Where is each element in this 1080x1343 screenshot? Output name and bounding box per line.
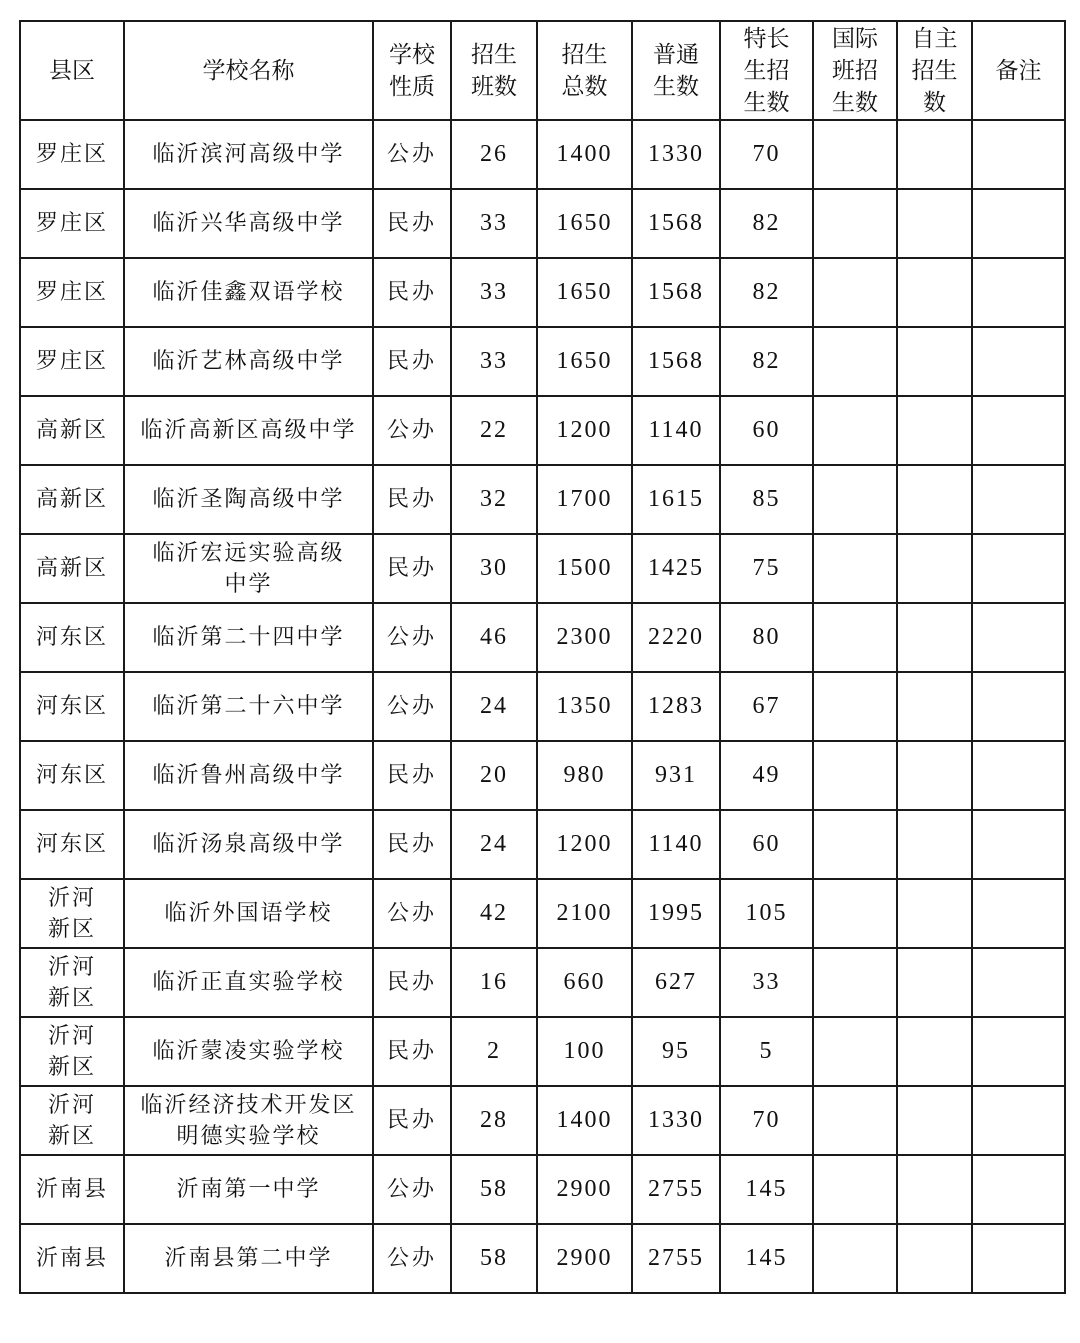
specialty-students-cell: 145 bbox=[720, 1155, 813, 1224]
table-row bbox=[20, 1155, 1065, 1224]
county-cell: 罗庄区 bbox=[20, 120, 124, 189]
county-cell: 高新区 bbox=[20, 534, 124, 603]
specialty-students-cell: 5 bbox=[720, 1017, 813, 1086]
class-count-cell: 2 bbox=[451, 1017, 537, 1086]
independent-enrollment-cell bbox=[897, 327, 972, 396]
international-students-cell bbox=[813, 603, 897, 672]
table-row bbox=[20, 948, 1065, 1017]
school-type-cell: 民办 bbox=[373, 534, 451, 603]
table-row bbox=[20, 465, 1065, 534]
header-county-label: 县区 bbox=[49, 57, 95, 84]
specialty-students-cell: 70 bbox=[720, 120, 813, 189]
table-row bbox=[20, 672, 1065, 741]
class-count-cell: 32 bbox=[451, 465, 537, 534]
independent-enrollment-cell bbox=[897, 810, 972, 879]
independent-enrollment-cell bbox=[897, 1086, 972, 1155]
header-class-count bbox=[451, 21, 537, 120]
independent-enrollment-cell bbox=[897, 879, 972, 948]
total-enrollment-cell: 1200 bbox=[537, 396, 632, 465]
school-type-cell: 民办 bbox=[373, 465, 451, 534]
table-row bbox=[20, 879, 1065, 948]
total-enrollment-cell: 1400 bbox=[537, 120, 632, 189]
remarks-cell bbox=[972, 603, 1065, 672]
county-cell: 河东区 bbox=[20, 603, 124, 672]
remarks-cell bbox=[972, 672, 1065, 741]
specialty-students-cell: 145 bbox=[720, 1224, 813, 1293]
school-type-cell: 公办 bbox=[373, 1224, 451, 1293]
class-count-cell: 33 bbox=[451, 258, 537, 327]
enrollment-table bbox=[19, 20, 1066, 1294]
county-cell: 沂南县 bbox=[20, 1155, 124, 1224]
specialty-students-cell: 82 bbox=[720, 189, 813, 258]
class-count-cell: 58 bbox=[451, 1155, 537, 1224]
school-type-cell: 民办 bbox=[373, 327, 451, 396]
county-cell: 沂河 新区 bbox=[20, 1086, 124, 1155]
specialty-students-cell: 60 bbox=[720, 810, 813, 879]
table-row bbox=[20, 120, 1065, 189]
table-row bbox=[20, 1017, 1065, 1086]
school-type-cell: 民办 bbox=[373, 189, 451, 258]
total-enrollment-cell: 100 bbox=[537, 1017, 632, 1086]
county-cell: 高新区 bbox=[20, 465, 124, 534]
county-cell: 河东区 bbox=[20, 810, 124, 879]
specialty-students-cell: 33 bbox=[720, 948, 813, 1017]
county-cell: 高新区 bbox=[20, 396, 124, 465]
school-type-cell: 民办 bbox=[373, 741, 451, 810]
remarks-cell bbox=[972, 1224, 1065, 1293]
class-count-cell: 30 bbox=[451, 534, 537, 603]
county-cell: 沂南县 bbox=[20, 1224, 124, 1293]
regular-students-cell: 1140 bbox=[632, 396, 720, 465]
total-enrollment-cell: 2100 bbox=[537, 879, 632, 948]
specialty-students-cell: 70 bbox=[720, 1086, 813, 1155]
school-type-cell: 民办 bbox=[373, 258, 451, 327]
regular-students-cell: 2755 bbox=[632, 1224, 720, 1293]
total-enrollment-cell: 1200 bbox=[537, 810, 632, 879]
specialty-students-cell: 75 bbox=[720, 534, 813, 603]
class-count-cell: 20 bbox=[451, 741, 537, 810]
remarks-cell bbox=[972, 741, 1065, 810]
regular-students-cell: 1330 bbox=[632, 120, 720, 189]
regular-students-cell: 1425 bbox=[632, 534, 720, 603]
international-students-cell bbox=[813, 534, 897, 603]
class-count-cell: 26 bbox=[451, 120, 537, 189]
total-enrollment-cell: 1500 bbox=[537, 534, 632, 603]
table-row bbox=[20, 1224, 1065, 1293]
independent-enrollment-cell bbox=[897, 396, 972, 465]
regular-students-cell: 1283 bbox=[632, 672, 720, 741]
school-name-cell: 临沂第二十四中学 bbox=[124, 603, 373, 672]
header-remarks bbox=[972, 21, 1065, 120]
regular-students-cell: 1568 bbox=[632, 189, 720, 258]
table-body bbox=[20, 120, 1065, 1293]
independent-enrollment-cell bbox=[897, 672, 972, 741]
independent-enrollment-cell bbox=[897, 1224, 972, 1293]
remarks-cell bbox=[972, 258, 1065, 327]
school-name-cell: 临沂宏远实验高级 中学 bbox=[124, 534, 373, 603]
header-independent-enrollment-label: 自主 招生 数 bbox=[911, 25, 958, 116]
total-enrollment-cell: 1700 bbox=[537, 465, 632, 534]
header-total-enrollment bbox=[537, 21, 632, 120]
school-type-cell: 公办 bbox=[373, 603, 451, 672]
header-specialty-students bbox=[720, 21, 813, 120]
total-enrollment-cell: 2900 bbox=[537, 1155, 632, 1224]
international-students-cell bbox=[813, 189, 897, 258]
international-students-cell bbox=[813, 948, 897, 1017]
header-school-type bbox=[373, 21, 451, 120]
table-row bbox=[20, 1086, 1065, 1155]
remarks-cell bbox=[972, 327, 1065, 396]
remarks-cell bbox=[972, 810, 1065, 879]
school-name-cell: 临沂经济技术开发区 明德实验学校 bbox=[124, 1086, 373, 1155]
regular-students-cell: 931 bbox=[632, 741, 720, 810]
remarks-cell bbox=[972, 189, 1065, 258]
county-cell: 罗庄区 bbox=[20, 327, 124, 396]
regular-students-cell: 1995 bbox=[632, 879, 720, 948]
class-count-cell: 24 bbox=[451, 672, 537, 741]
school-name-cell: 临沂蒙凌实验学校 bbox=[124, 1017, 373, 1086]
county-cell: 沂河 新区 bbox=[20, 879, 124, 948]
international-students-cell bbox=[813, 465, 897, 534]
school-name-cell: 临沂高新区高级中学 bbox=[124, 396, 373, 465]
independent-enrollment-cell bbox=[897, 534, 972, 603]
header-international-students bbox=[813, 21, 897, 120]
specialty-students-cell: 67 bbox=[720, 672, 813, 741]
regular-students-cell: 2755 bbox=[632, 1155, 720, 1224]
school-type-cell: 民办 bbox=[373, 810, 451, 879]
regular-students-cell: 1615 bbox=[632, 465, 720, 534]
regular-students-cell: 1568 bbox=[632, 327, 720, 396]
total-enrollment-cell: 2300 bbox=[537, 603, 632, 672]
remarks-cell bbox=[972, 1086, 1065, 1155]
header-independent-enrollment bbox=[897, 21, 972, 120]
independent-enrollment-cell bbox=[897, 603, 972, 672]
specialty-students-cell: 82 bbox=[720, 327, 813, 396]
school-name-cell: 临沂兴华高级中学 bbox=[124, 189, 373, 258]
international-students-cell bbox=[813, 741, 897, 810]
table-row bbox=[20, 603, 1065, 672]
specialty-students-cell: 80 bbox=[720, 603, 813, 672]
remarks-cell bbox=[972, 534, 1065, 603]
school-name-cell: 临沂正直实验学校 bbox=[124, 948, 373, 1017]
class-count-cell: 33 bbox=[451, 189, 537, 258]
table-row bbox=[20, 327, 1065, 396]
total-enrollment-cell: 1650 bbox=[537, 258, 632, 327]
remarks-cell bbox=[972, 879, 1065, 948]
school-name-cell: 沂南第一中学 bbox=[124, 1155, 373, 1224]
header-specialty-students-label: 特长 生招 生数 bbox=[743, 25, 790, 116]
independent-enrollment-cell bbox=[897, 258, 972, 327]
independent-enrollment-cell bbox=[897, 948, 972, 1017]
school-name-cell: 临沂外国语学校 bbox=[124, 879, 373, 948]
independent-enrollment-cell bbox=[897, 1017, 972, 1086]
header-school-name-label: 学校名称 bbox=[202, 57, 295, 84]
class-count-cell: 28 bbox=[451, 1086, 537, 1155]
table-row bbox=[20, 741, 1065, 810]
regular-students-cell: 1568 bbox=[632, 258, 720, 327]
school-name-cell: 临沂汤泉高级中学 bbox=[124, 810, 373, 879]
total-enrollment-cell: 980 bbox=[537, 741, 632, 810]
school-name-cell: 临沂第二十六中学 bbox=[124, 672, 373, 741]
school-name-cell: 临沂滨河高级中学 bbox=[124, 120, 373, 189]
remarks-cell bbox=[972, 1155, 1065, 1224]
total-enrollment-cell: 660 bbox=[537, 948, 632, 1017]
table-header bbox=[20, 21, 1065, 120]
school-type-cell: 民办 bbox=[373, 948, 451, 1017]
school-name-cell: 临沂鲁州高级中学 bbox=[124, 741, 373, 810]
remarks-cell bbox=[972, 120, 1065, 189]
school-name-cell: 临沂佳鑫双语学校 bbox=[124, 258, 373, 327]
county-cell: 河东区 bbox=[20, 672, 124, 741]
header-school-type-label: 学校 性质 bbox=[389, 41, 435, 100]
independent-enrollment-cell bbox=[897, 1155, 972, 1224]
international-students-cell bbox=[813, 120, 897, 189]
international-students-cell bbox=[813, 327, 897, 396]
specialty-students-cell: 60 bbox=[720, 396, 813, 465]
independent-enrollment-cell bbox=[897, 189, 972, 258]
table-row bbox=[20, 396, 1065, 465]
total-enrollment-cell: 1350 bbox=[537, 672, 632, 741]
school-name-cell: 临沂艺林高级中学 bbox=[124, 327, 373, 396]
header-international-students-label: 国际 班招 生数 bbox=[832, 25, 878, 116]
remarks-cell bbox=[972, 1017, 1065, 1086]
regular-students-cell: 1140 bbox=[632, 810, 720, 879]
header-regular-students bbox=[632, 21, 720, 120]
school-type-cell: 公办 bbox=[373, 1155, 451, 1224]
table-row bbox=[20, 189, 1065, 258]
header-row bbox=[20, 21, 1065, 120]
class-count-cell: 58 bbox=[451, 1224, 537, 1293]
header-remarks-label: 备注 bbox=[995, 57, 1042, 84]
school-name-cell: 临沂圣陶高级中学 bbox=[124, 465, 373, 534]
remarks-cell bbox=[972, 396, 1065, 465]
regular-students-cell: 627 bbox=[632, 948, 720, 1017]
regular-students-cell: 2220 bbox=[632, 603, 720, 672]
county-cell: 沂河 新区 bbox=[20, 948, 124, 1017]
independent-enrollment-cell bbox=[897, 741, 972, 810]
table-row bbox=[20, 810, 1065, 879]
specialty-students-cell: 105 bbox=[720, 879, 813, 948]
header-regular-students-label: 普通 生数 bbox=[653, 41, 699, 100]
header-school-name bbox=[124, 21, 373, 120]
class-count-cell: 46 bbox=[451, 603, 537, 672]
school-type-cell: 公办 bbox=[373, 120, 451, 189]
remarks-cell bbox=[972, 948, 1065, 1017]
specialty-students-cell: 82 bbox=[720, 258, 813, 327]
county-cell: 罗庄区 bbox=[20, 189, 124, 258]
school-type-cell: 公办 bbox=[373, 396, 451, 465]
school-name-cell: 沂南县第二中学 bbox=[124, 1224, 373, 1293]
total-enrollment-cell: 2900 bbox=[537, 1224, 632, 1293]
total-enrollment-cell: 1400 bbox=[537, 1086, 632, 1155]
international-students-cell bbox=[813, 258, 897, 327]
class-count-cell: 33 bbox=[451, 327, 537, 396]
class-count-cell: 22 bbox=[451, 396, 537, 465]
international-students-cell bbox=[813, 672, 897, 741]
county-cell: 罗庄区 bbox=[20, 258, 124, 327]
regular-students-cell: 95 bbox=[632, 1017, 720, 1086]
independent-enrollment-cell bbox=[897, 465, 972, 534]
international-students-cell bbox=[813, 879, 897, 948]
international-students-cell bbox=[813, 1017, 897, 1086]
international-students-cell bbox=[813, 1155, 897, 1224]
table-row bbox=[20, 534, 1065, 603]
class-count-cell: 24 bbox=[451, 810, 537, 879]
international-students-cell bbox=[813, 1224, 897, 1293]
class-count-cell: 42 bbox=[451, 879, 537, 948]
class-count-cell: 16 bbox=[451, 948, 537, 1017]
specialty-students-cell: 85 bbox=[720, 465, 813, 534]
regular-students-cell: 1330 bbox=[632, 1086, 720, 1155]
international-students-cell bbox=[813, 1086, 897, 1155]
total-enrollment-cell: 1650 bbox=[537, 327, 632, 396]
table-row bbox=[20, 258, 1065, 327]
international-students-cell bbox=[813, 810, 897, 879]
header-class-count-label: 招生 班数 bbox=[471, 41, 517, 100]
county-cell: 沂河 新区 bbox=[20, 1017, 124, 1086]
international-students-cell bbox=[813, 396, 897, 465]
school-type-cell: 民办 bbox=[373, 1086, 451, 1155]
header-county bbox=[20, 21, 124, 120]
header-total-enrollment-label: 招生 总数 bbox=[561, 41, 608, 100]
school-type-cell: 民办 bbox=[373, 1017, 451, 1086]
specialty-students-cell: 49 bbox=[720, 741, 813, 810]
total-enrollment-cell: 1650 bbox=[537, 189, 632, 258]
independent-enrollment-cell bbox=[897, 120, 972, 189]
county-cell: 河东区 bbox=[20, 741, 124, 810]
school-type-cell: 公办 bbox=[373, 672, 451, 741]
remarks-cell bbox=[972, 465, 1065, 534]
school-type-cell: 公办 bbox=[373, 879, 451, 948]
